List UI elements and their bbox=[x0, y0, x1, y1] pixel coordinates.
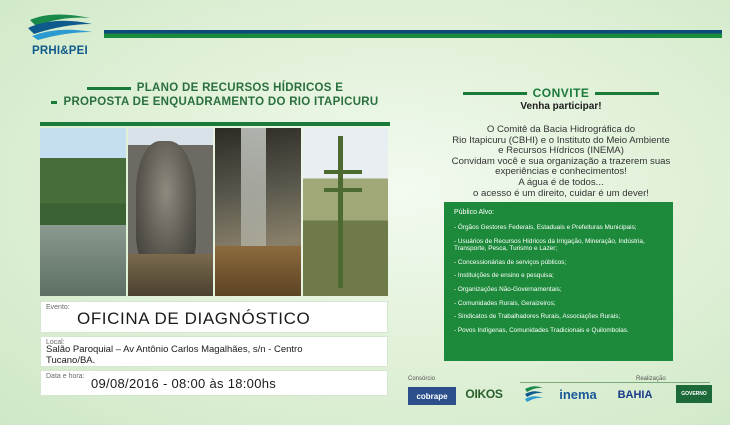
list-item: - Concessionárias de serviços públicos; bbox=[454, 258, 567, 266]
list-item: - Comunidades Rurais, Geraizeiros; bbox=[454, 299, 556, 307]
cobrape-logo: cobrape bbox=[408, 387, 456, 405]
plan-title-line-1: PLANO DE RECURSOS HÍDRICOS E bbox=[40, 81, 390, 95]
invite-line: O Comitê da Bacia Hidrográfica do bbox=[486, 124, 636, 135]
photo-strip bbox=[40, 128, 388, 296]
invite-line: e Recursos Hídricos (INEMA) bbox=[498, 145, 624, 157]
convite-title: CONVITE bbox=[448, 86, 674, 100]
top-bar bbox=[104, 30, 722, 38]
event-value: OFICINA DE DIAGNÓSTICO bbox=[77, 309, 311, 328]
event-box bbox=[40, 301, 388, 333]
invite-line: A água é de todos... bbox=[518, 176, 604, 188]
audience-list bbox=[454, 224, 665, 334]
datetime-value: 09/08/2016 - 08:00 às 18:00hs bbox=[91, 376, 277, 391]
location-line-2: Tucano/BA. bbox=[46, 355, 96, 366]
wave-logo-icon bbox=[22, 12, 98, 44]
logo-text: PRHI&PEI bbox=[32, 45, 88, 57]
location-label: Local: bbox=[46, 339, 65, 346]
consorcio-label: Consórcio bbox=[408, 376, 436, 382]
location-box bbox=[40, 336, 388, 367]
realizacao-label: Realização bbox=[636, 376, 666, 382]
datetime-label: Data e hora: bbox=[46, 373, 85, 380]
plan-title bbox=[40, 81, 390, 109]
audience-title: Público Alvo: bbox=[454, 209, 495, 216]
oikos-logo: OIKOS bbox=[465, 387, 503, 401]
list-item: - Povos Indígenas, Comunidades Tradicionais e Quilombolas. bbox=[454, 326, 629, 334]
list-item: - Instituições de ensino e pesquisa; bbox=[454, 272, 554, 280]
prhi-pei-logo bbox=[22, 12, 98, 60]
list-item: - Usuários de Recursos Hídricos da Irrigação, Mineração, Indústria, Transporte, Pesca, Turismo e Lazer; bbox=[454, 237, 645, 253]
location-line-1: Salão Paroquial – Av Antônio Carlos Magalhães, s/n - Centro bbox=[46, 344, 303, 355]
plan-title-line-2: PROPOSTA DE ENQUADRAMENTO DO RIO ITAPICURU bbox=[40, 95, 390, 109]
footer-divider bbox=[520, 382, 710, 383]
bahia-logo: BAHIA bbox=[617, 389, 653, 401]
list-item: - Órgãos Gestores Federais, Estaduais e Prefeituras Municipais; bbox=[454, 224, 637, 231]
photo-cactus bbox=[303, 128, 389, 296]
convite-header bbox=[448, 86, 674, 112]
invite-text bbox=[430, 125, 692, 199]
inema-logo: inema bbox=[559, 386, 597, 402]
government-seal-icon: GOVERNO bbox=[676, 385, 712, 403]
location-value bbox=[46, 344, 384, 366]
photo-rock-formation bbox=[128, 128, 214, 296]
invite-line: Rio Itapicuru (CBHI) e o Instituto do Meio Ambiente bbox=[452, 134, 670, 146]
photo-river-landscape bbox=[40, 128, 126, 296]
audience-panel bbox=[444, 202, 673, 361]
invite-line: o acesso é um direito, cuidar é um dever! bbox=[473, 187, 649, 199]
photo-waterfall bbox=[215, 128, 301, 296]
invite-line: experiências e conhecimentos! bbox=[495, 166, 627, 178]
list-item: - Organizações Não-Governamentais; bbox=[454, 285, 562, 293]
event-label: Evento: bbox=[46, 304, 70, 311]
list-item: - Sindicatos de Trabalhadores Rurais, Associações Rurais; bbox=[454, 313, 621, 321]
hydro-wave-icon bbox=[523, 384, 545, 402]
datetime-box bbox=[40, 370, 388, 396]
photo-divider bbox=[40, 122, 390, 126]
convite-subtitle: Venha participar! bbox=[520, 101, 602, 112]
invite-line: Convidam você e sua organização a trazerem suas bbox=[451, 155, 671, 167]
